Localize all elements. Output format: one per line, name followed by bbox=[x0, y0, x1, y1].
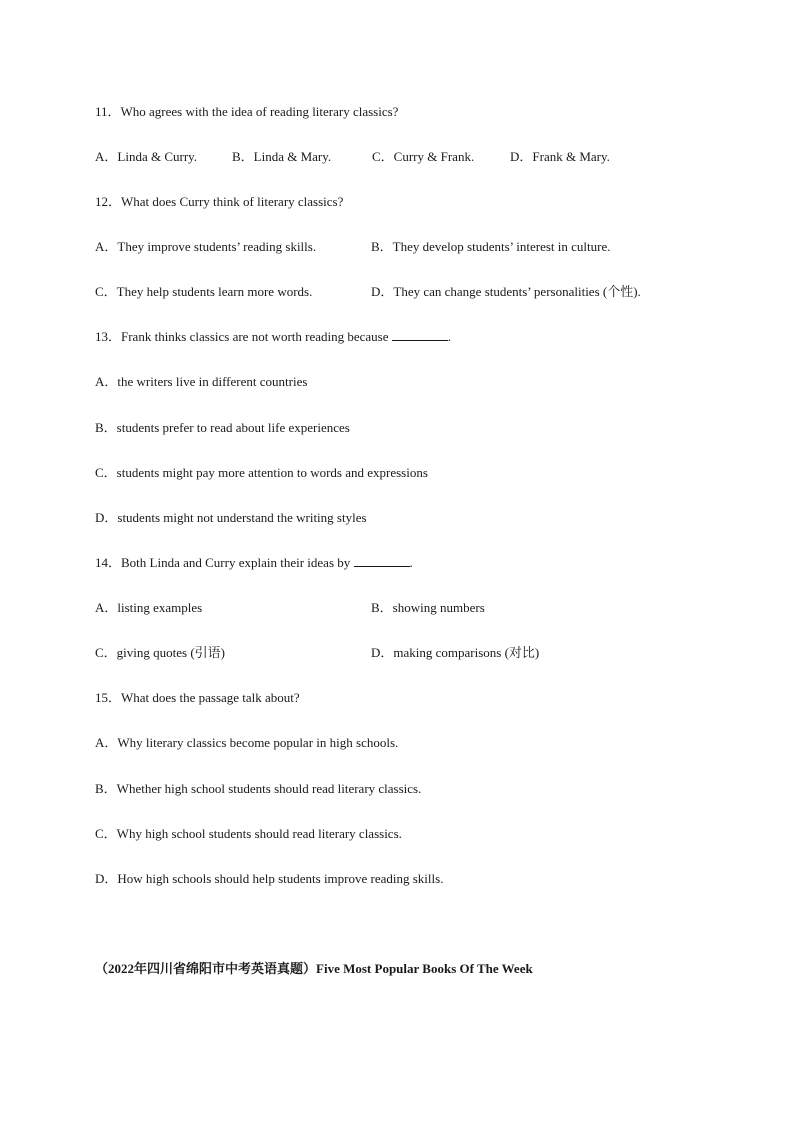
question-12-option-d: D．They can change students’ personalities (个性). bbox=[371, 284, 641, 299]
answer-blank bbox=[392, 329, 448, 341]
question-15-option-c: C．Why high school students should read literary classics. bbox=[95, 826, 402, 841]
answer-blank bbox=[354, 555, 410, 567]
question-13-option-b: B．students prefer to read about life experiences bbox=[95, 420, 350, 435]
question-15-option-d: D．How high schools should help students improve reading skills. bbox=[95, 871, 444, 886]
question-14-option-b: B．showing numbers bbox=[371, 600, 485, 615]
question-14-stem-end: . bbox=[409, 555, 413, 570]
question-13-option-c: C．students might pay more attention to words and expressions bbox=[95, 465, 428, 480]
question-13-stem-end: . bbox=[447, 329, 452, 344]
question-14-stem bbox=[95, 555, 413, 571]
question-15-stem: 15．What does the passage talk about? bbox=[95, 690, 300, 705]
question-11-stem: 11．Who agrees with the idea of reading literary classics? bbox=[95, 104, 399, 119]
section-source: （2022年四川省绵阳市中考英语真题） bbox=[95, 961, 317, 976]
question-11-option-d: D．Frank & Mary. bbox=[510, 149, 610, 164]
question-11-option-c: C．Curry & Frank. bbox=[372, 149, 475, 164]
question-12-stem: 12．What does Curry think of literary classics? bbox=[95, 194, 344, 209]
question-11-option-b: B．Linda & Mary. bbox=[232, 149, 332, 164]
question-11-option-a: A．Linda & Curry. bbox=[95, 149, 198, 164]
question-13-option-a: A．the writers live in different countries bbox=[95, 374, 308, 389]
section-heading bbox=[95, 961, 533, 977]
question-14-option-c: C．giving quotes (引语) bbox=[95, 645, 225, 660]
question-14-option-d: D．making comparisons (对比) bbox=[371, 645, 540, 660]
question-13-option-d: D．students might not understand the writing styles bbox=[95, 510, 367, 525]
question-12-option-a: A．They improve students’ reading skills. bbox=[95, 239, 317, 254]
question-14-stem-text: 14．Both Linda and Curry explain their ideas by bbox=[95, 555, 354, 570]
question-12-option-b: B．They develop students’ interest in culture. bbox=[371, 239, 611, 254]
question-14-option-a: A．listing examples bbox=[95, 600, 203, 615]
question-15-option-a: A．Why literary classics become popular in high schools. bbox=[95, 735, 399, 750]
question-15-option-b: B．Whether high school students should read literary classics. bbox=[95, 781, 422, 796]
question-13-stem bbox=[95, 329, 451, 345]
question-12-option-c: C．They help students learn more words. bbox=[95, 284, 313, 299]
question-13-stem-text: 13．Frank thinks classics are not worth reading because bbox=[95, 329, 392, 344]
section-title: Five Most Popular Books Of The Week bbox=[316, 961, 533, 976]
